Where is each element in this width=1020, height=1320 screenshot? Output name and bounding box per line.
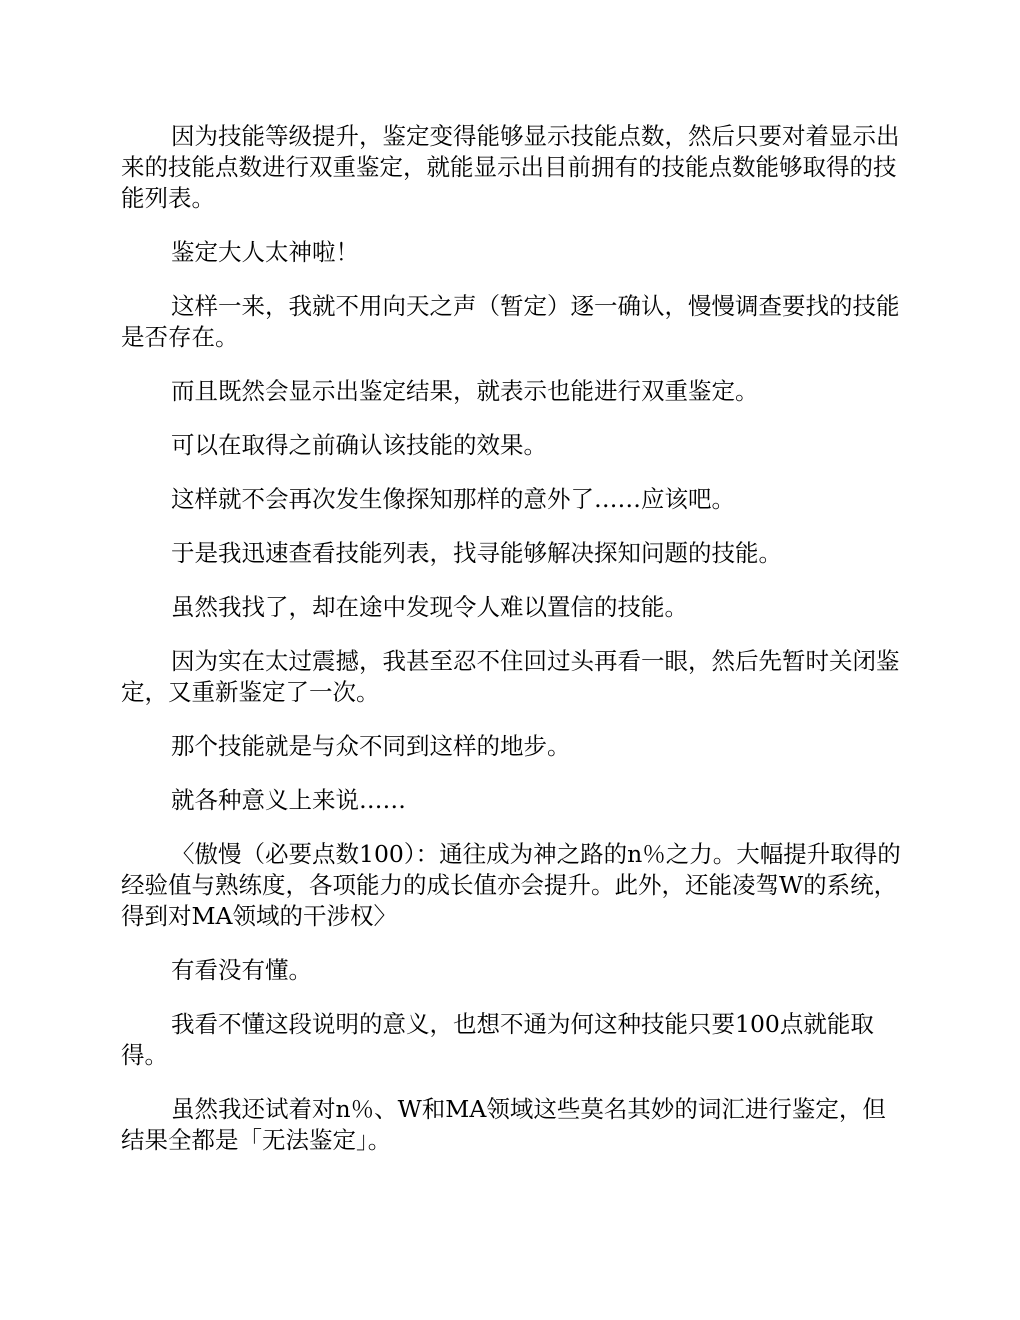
paragraph-8: 虽然我找了，却在途中发现令人难以置信的技能。 [171,593,688,621]
paragraph-6: 这样就不会再次发生像探知那样的意外了……应该吧。 [171,485,735,513]
paragraph-15: 虽然我还试着对n％、W和MA领域这些莫名其妙的词汇进行鉴定，但结果全都是「无法鉴定」。 [121,1095,886,1154]
paragraph-5: 可以在取得之前确认该技能的效果。 [171,431,547,459]
paragraph-13: 有看没有懂。 [171,956,312,984]
paragraph-9: 因为实在太过震撼，我甚至忍不住回过头再看一眼，然后先暂时关闭鉴定，又重新鉴定了一次。 [121,647,900,706]
paragraph-10: 那个技能就是与众不同到这样的地步。 [171,732,571,760]
paragraph-7: 于是我迅速查看技能列表，找寻能够解决探知问题的技能。 [171,539,782,567]
paragraph-11: 就各种意义上来说…… [171,786,406,814]
paragraph-1: 因为技能等级提升，鉴定变得能够显示技能点数，然后只要对着显示出来的技能点数进行双重鉴定，就能显示出目前拥有的技能点数能够取得的技能列表。 [121,122,900,212]
paragraph-12: 〈傲慢（必要点数100）：通往成为神之路的n％之力。大幅提升取得的经验值与熟练度，各项能力的成长值亦会提升。此外，还能凌驾W的系统，得到对MA领域的干涉权〉 [121,840,901,930]
paragraph-14: 我看不懂这段说明的意义，也想不通为何这种技能只要100点就能取得。 [121,1010,874,1069]
paragraph-4: 而且既然会显示出鉴定结果，就表示也能进行双重鉴定。 [171,377,759,405]
paragraph-2: 鉴定大人太神啦！ [171,238,359,266]
document-page [121,121,901,1179]
paragraph-3: 这样一来，我就不用向天之声（暂定）逐一确认，慢慢调查要找的技能是否存在。 [121,292,900,351]
